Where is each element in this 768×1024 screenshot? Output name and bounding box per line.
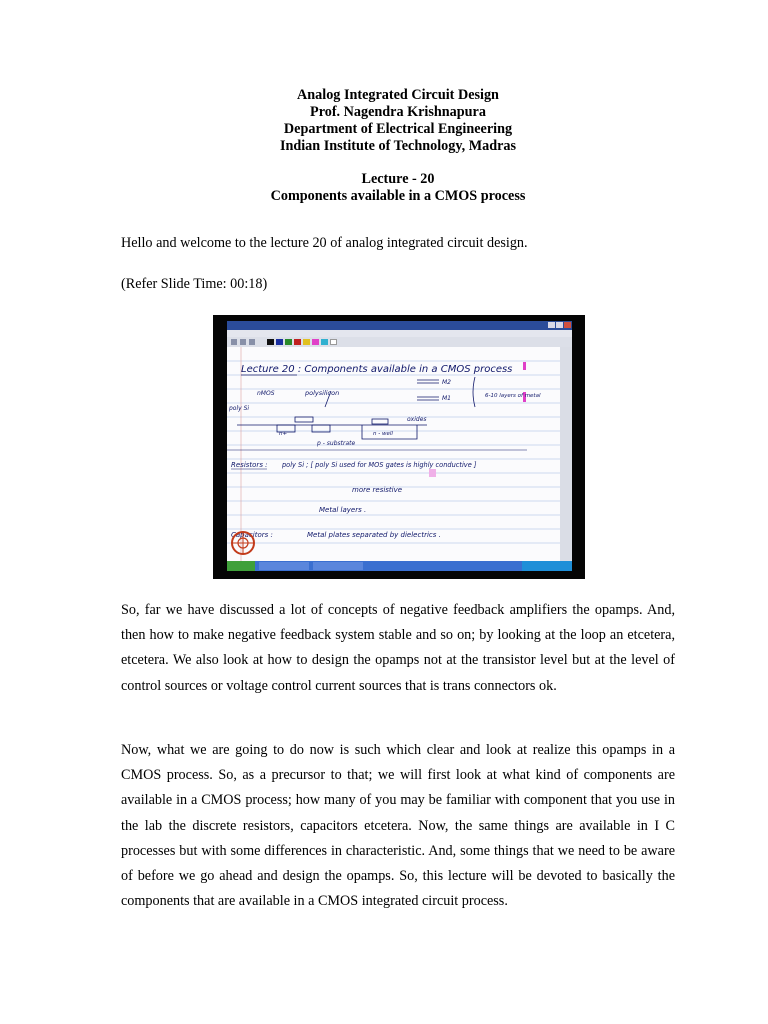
note-metal-layers: Metal layers . [319,506,367,514]
note-substrate: p - substrate [317,440,356,447]
note-layers: 6-10 layers of metal [485,393,541,399]
lecture-title: Components available in a CMOS process [270,188,526,204]
color-swatch-red [294,339,301,345]
pen-tool-icon [231,339,237,345]
menu-bar [227,330,572,337]
pen-toolbar [227,337,572,347]
taskbar-item [313,562,363,570]
note-poly-si-gates: poly Si ; [ poly Si used for MOS gates is highly conductive ] [282,461,477,469]
select-tool-icon [249,339,255,345]
system-tray [522,561,572,571]
lecture-heading [0,171,768,205]
body-paragraph-1: So, far we have discussed a lot of concepts of negative feedback amplifiers the opamps. And, then how to make negative feedback system stable and so on; by looking at the loop an etcetera, etcetera. We also look at how to design the opamps not at the transistor level but at the level of control sources or voltage control current sources that is trans connectors ok. [121,602,675,694]
note-capacitors: Capacitors : [231,531,273,539]
note-polysilicon: polysilicon [305,389,340,397]
start-button [227,561,255,571]
cross-section-sketch [237,377,475,439]
note-nmos: nMOS [257,390,275,397]
windows-taskbar [227,561,572,571]
slide-screenshot [213,315,585,579]
color-swatch-white [330,339,337,345]
institute-name: Indian Institute of Technology, Madras [279,138,517,154]
eraser-tool-icon [240,339,246,345]
color-swatch-yellow [303,339,310,345]
journal-window [227,321,572,571]
highlight-marker [523,362,526,370]
note-poly-si: poly Si [229,405,250,412]
note-n-well: n - well [373,431,393,437]
body-paragraph-2: Now, what we are going to do now is such which clear and look at realize this opamps in a CMOS process. So, as a precursor to that; we will first look at what kind of components are available in a CMOS process; how many of you may be familiar with component that you use in the lab the discrete resistors, capacitors etcetera. Now, the same things are available in I C processes but with some differences in characteristic. And, some things that we need to be aware of before we go ahead and design the opamps. So, this lecture will be devoted to basically the components that are available in a CMOS integrated circuit process. [121,742,675,910]
note-heading: Lecture 20 : Components available in a CMOS process [241,364,513,375]
color-swatch-black [267,339,274,345]
note-resistors: Resistors : [231,461,268,469]
minimize-icon [548,322,555,328]
color-swatch-cyan [321,339,328,345]
note-oxides: oxides [407,416,427,423]
lecture-number: Lecture - 20 [361,171,435,187]
nptel-logo [232,532,254,554]
department-name: Department of Electrical Engineering [283,121,513,137]
vertical-scrollbar [560,347,572,561]
note-metal-plates: Metal plates separated by dielectrics . [307,531,441,539]
note-n-plus: n+ [279,431,288,437]
close-icon [564,322,571,328]
window-titlebar [227,321,572,330]
color-swatch-blue [276,339,283,345]
maximize-icon [556,322,563,328]
note-more-resistive: more resistive [352,486,403,494]
highlight-mark [429,469,436,477]
professor-name: Prof. Nagendra Krishnapura [310,104,486,120]
note-m2: M2 [442,379,451,386]
document-header [0,87,768,155]
color-swatch-green [285,339,292,345]
color-swatch-pink [312,339,319,345]
course-title: Analog Integrated Circuit Design [297,87,499,103]
note-m1: M1 [442,395,451,402]
refer-slide-time: (Refer Slide Time: 00:18) [121,276,268,292]
taskbar-item [259,562,309,570]
intro-paragraph: Hello and welcome to the lecture 20 of analog integrated circuit design. [121,235,528,251]
handwritten-notes [227,347,560,561]
